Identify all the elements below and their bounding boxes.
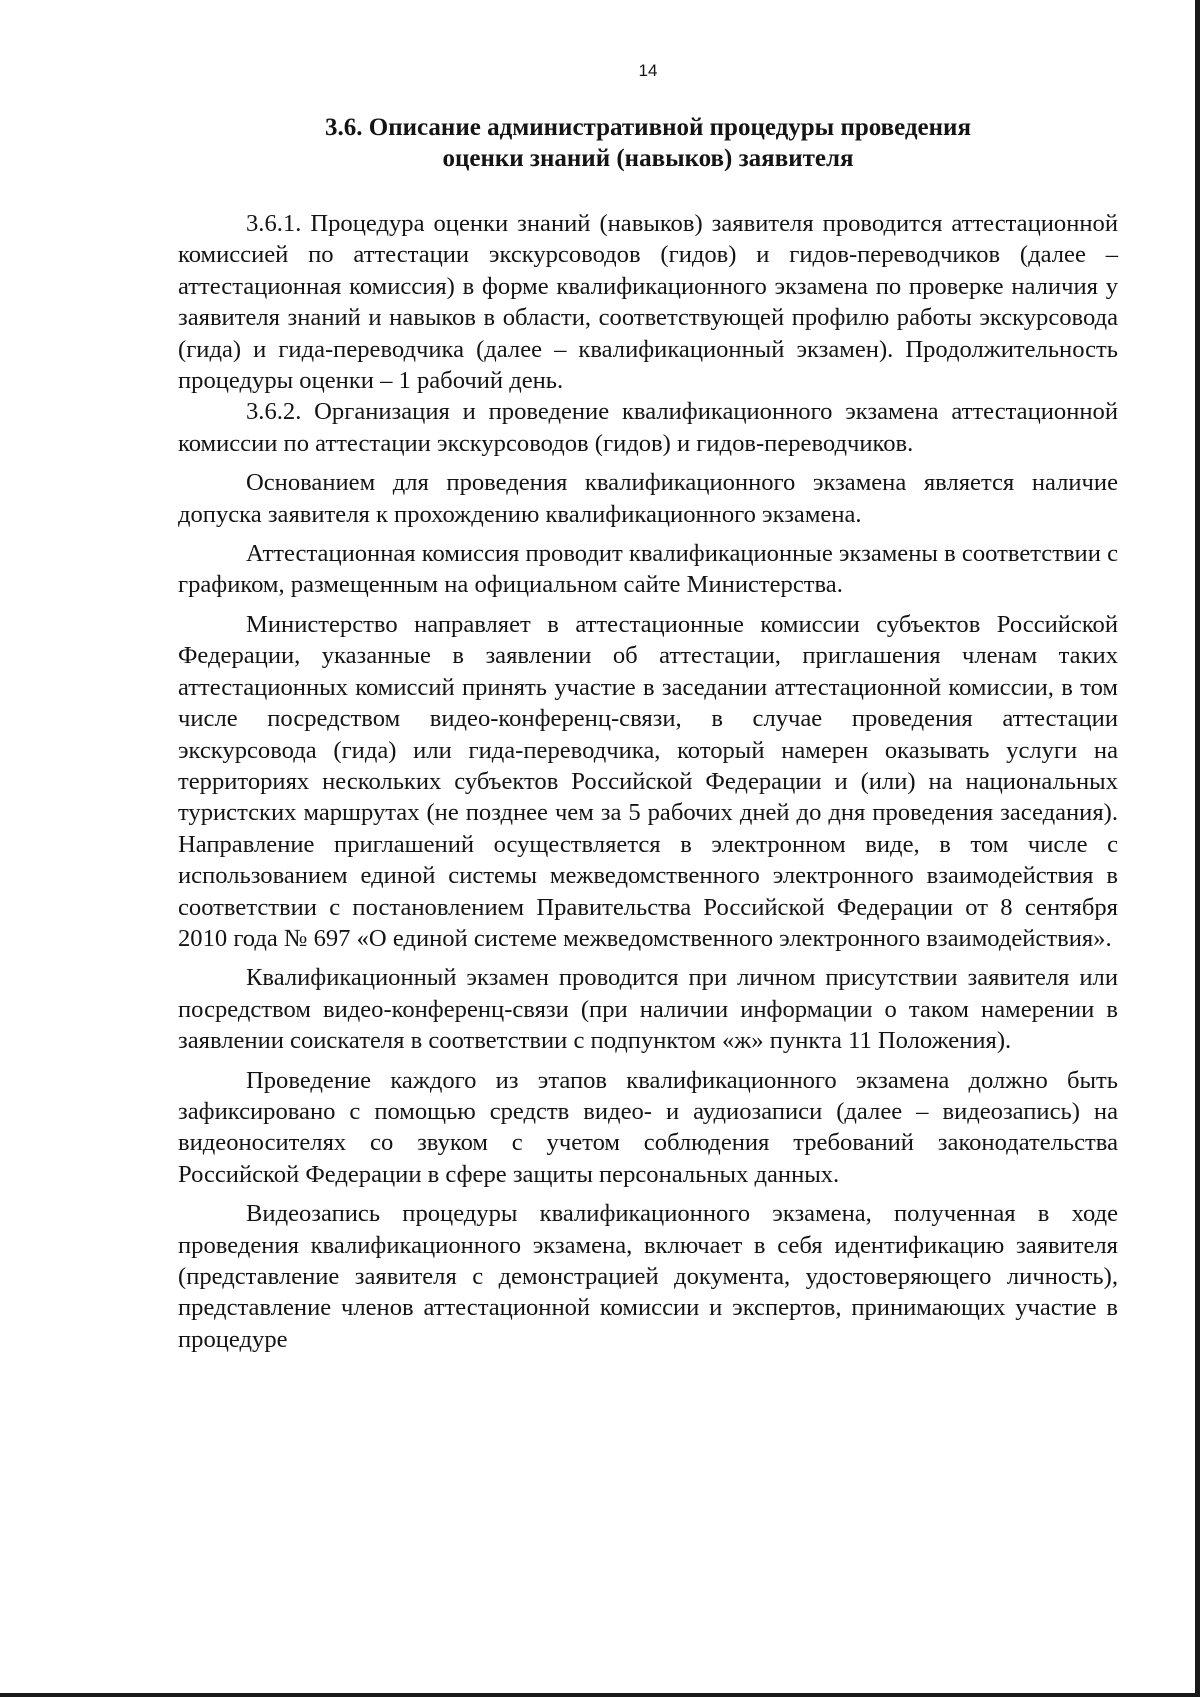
section-title-line-2: оценки знаний (навыков) заявителя xyxy=(442,145,854,172)
page-number: 14 xyxy=(638,61,658,80)
paragraph-video-recording: Проведение каждого из этапов квалификационного экзамена должно быть зафиксировано с помощью средств видео- и аудиозаписи (далее – видеозапись) на видеоносителях со звуком с учетом соблюдения требований законодательства Российской Федерации в сфере защиты персональных данных. xyxy=(178,1066,1118,1188)
scan-border-right xyxy=(1195,0,1200,1697)
paragraph-invitations: Министерство направляет в аттестационные комиссии субъектов Российской Федерации, указанные в заявлении об аттестации, приглашения членам таких аттестационных комиссий принять участие в заседании аттестационной комиссии, в том числе посредством видео-конференц-связи, в случае проведения аттестации экскурсовода (гида) или гида-переводчика, который намерен оказывать услуги на территориях нескольких субъектов Российской Федерации и (или) на национальных туристских маршрутах (не позднее чем за 5 рабочих дней до дня проведения заседания). Направление приглашений осуществляется в электронном виде, в том числе с использованием единой системы межведомственного электронного взаимодействия в соответствии с постановлением Правительства Российской Федерации от 8 сентября 2010 года № 697 «О единой системе межведомственного электронного взаимодействия». xyxy=(178,610,1118,952)
paragraph-basis: Основанием для проведения квалификационного экзамена является наличие допуска заявителя к прохождению квалификационного экзамена. xyxy=(178,469,1118,528)
document-page xyxy=(178,58,1118,1355)
document-body xyxy=(178,208,1118,1355)
section-title-line-1: 3.6. Описание административной процедуры проведения xyxy=(325,114,971,141)
paragraph-3-6-1: 3.6.1. Процедура оценки знаний (навыков) заявителя проводится аттестационной комиссией по аттестации экскурсоводов (гидов) и гидов-переводчиков (далее – аттестационная комиссия) в форме квалификационного экзамена по проверке наличия у заявителя знаний и навыков в области, соответствующей профилю работы экскурсовода (гида) и гида-переводчика (далее – квалификационный экзамен). Продолжительность процедуры оценки – 1 рабочий день. xyxy=(178,210,1118,395)
section-title xyxy=(178,112,1118,174)
paragraph-exam-presence: Квалификационный экзамен проводится при личном присутствии заявителя или посредством видео-конференц-связи (при наличии информации о таком намерении в заявлении соискателя в соответствии с подпунктом «ж» пункта 11 Положения). xyxy=(178,964,1118,1055)
scan-border-bottom xyxy=(0,1693,1200,1697)
paragraph-3-6-2: 3.6.2. Организация и проведение квалификационного экзамена аттестационной комиссии по аттестации экскурсоводов (гидов) и гидов-переводчиков. xyxy=(178,398,1118,457)
paragraph-schedule: Аттестационная комиссия проводит квалификационные экзамены в соответствии с графиком, размещенным на официальном сайте Министерства. xyxy=(178,540,1118,599)
paragraph-video-content: Видеозапись процедуры квалификационного экзамена, полученная в ходе проведения квалификационного экзамена, включает в себя идентификацию заявителя (представление заявителя с демонстрацией документа, удостоверяющего личность), представление членов аттестационной комиссии и экспертов, принимающих участие в процедуре xyxy=(178,1200,1118,1353)
